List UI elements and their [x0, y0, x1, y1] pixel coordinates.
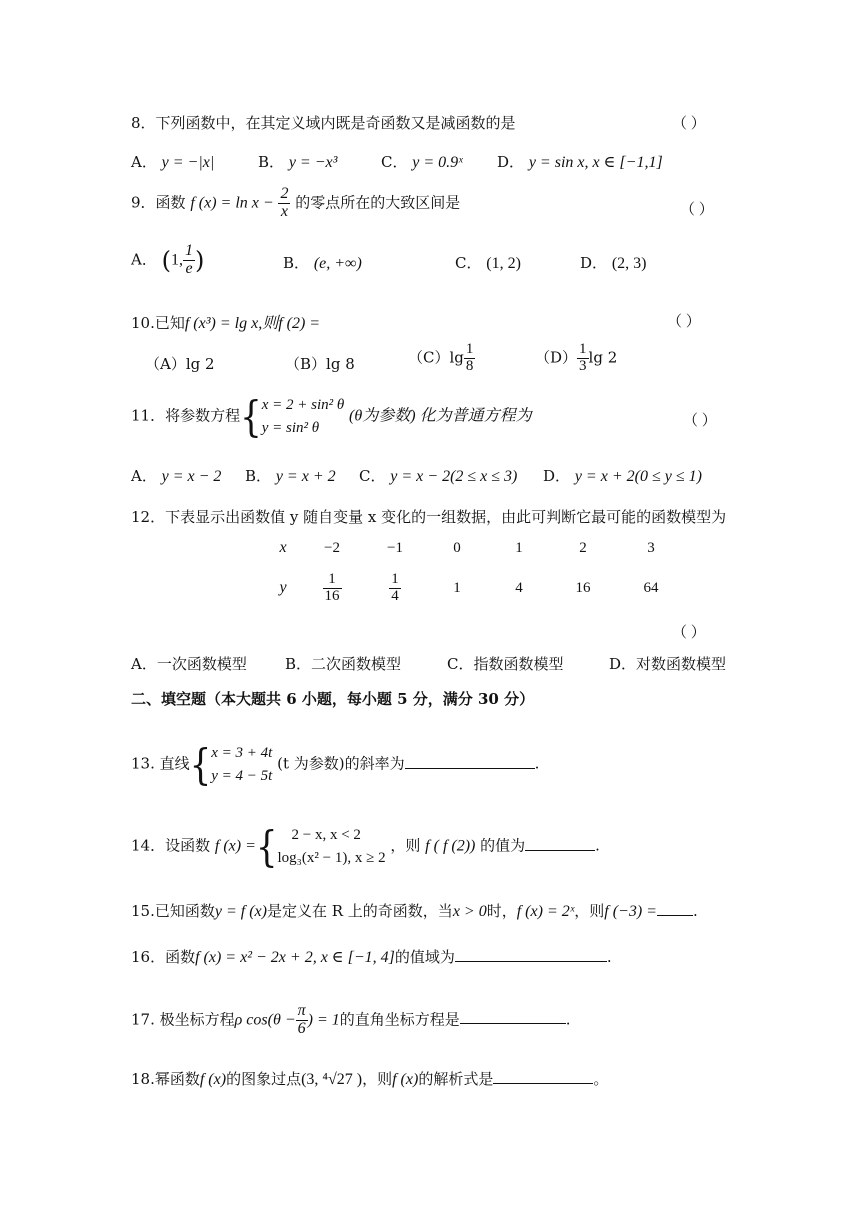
- q12-data-table: [266, 528, 686, 608]
- table-cell: −1: [387, 539, 403, 556]
- q8-option-b: B． y = −x³: [258, 153, 338, 171]
- table-cell: $\frac{1}{16}$: [324, 570, 340, 604]
- q12-option-b: B．二次函数模型: [285, 655, 402, 673]
- q10-option-d: （D） $\frac{1}{3}$ lg 2: [535, 341, 618, 374]
- q11-stem: 11．将参数方程{ x = 2 + sin² θ y = sin² θ (θ为参数) 化为普通方程为: [131, 391, 532, 442]
- q9-option-d: D． (2, 3): [580, 254, 647, 272]
- q18-stem: 18.幂函数f (x)的图象过点(3, ⁴√27 )，则f (x)的解析式是 。: [131, 1070, 609, 1088]
- q11-option-b: B． y = x + 2: [245, 467, 336, 485]
- q9-option-c: C． (1, 2): [455, 254, 521, 272]
- q17-stem: 17. 极坐标方程ρ cos(θ − $\frac{\pi}{6}$ ) = 1的直角坐标方程是 .: [131, 1002, 571, 1037]
- table-cell: 1: [515, 539, 523, 556]
- q18-answer-blank[interactable]: [493, 1083, 593, 1084]
- table-cell: 16: [575, 579, 591, 596]
- q10-option-b: （B）lg 8: [285, 355, 355, 373]
- q10-option-a: （A）lg 2: [145, 355, 215, 373]
- q9-option-b: B． (e, +∞): [283, 254, 362, 272]
- q12-option-c: C．指数函数模型: [447, 655, 564, 673]
- q8-stem: 8．下列函数中，在其定义域内既是奇函数又是减函数的是: [131, 114, 516, 132]
- q10-option-c: （C）lg $\frac{1}{8}$: [408, 341, 474, 374]
- q14-answer-blank[interactable]: [525, 850, 595, 851]
- q11-option-c: C． y = x − 2(2 ≤ x ≤ 3): [359, 467, 518, 485]
- q15-answer-blank[interactable]: [657, 915, 693, 916]
- q8-answer-paren: （ ）: [672, 116, 706, 132]
- table-cell: 1: [453, 579, 461, 596]
- q8-option-d: D． y = sin x, x ∈ [−1,1]: [497, 153, 663, 171]
- q15-stem: 15.已知函数y = f (x)是定义在 R 上的奇函数，当x > 0时，f (x) = 2ˣ，则f (−3) = .: [131, 902, 698, 920]
- table-cell: 2: [579, 539, 587, 556]
- q11-answer-paren: （ ）: [683, 413, 717, 429]
- q12-option-d: D．对数函数模型: [609, 655, 727, 673]
- q11-option-a: A． y = x − 2: [131, 467, 222, 485]
- q10-stem: 10.已知f (x³) = lg x,则f (2) =: [131, 314, 321, 332]
- table-cell: 64: [643, 579, 659, 596]
- q8-option-c: C． y = 0.9ˣ: [381, 153, 463, 171]
- q17-answer-blank[interactable]: [460, 1023, 566, 1024]
- q12-answer-paren: （ ）: [672, 625, 706, 641]
- table-cell: −2: [324, 539, 340, 556]
- q11-system: x = 2 + sin² θ y = sin² θ: [261, 397, 345, 436]
- q16-answer-blank[interactable]: [455, 961, 607, 962]
- table-row: [266, 528, 686, 568]
- q14-stem: 14．设函数 f (x) ={ 2 − x, x < 2 log₃(x² − 1), x ≥ 2 ，则 f ( f (2)) 的值为 .: [131, 821, 600, 872]
- q13-answer-blank[interactable]: [405, 768, 535, 769]
- q9-fraction: $\frac{2}{x}$: [280, 185, 289, 220]
- q10-answer-paren: （ ）: [667, 314, 701, 330]
- table-row: [266, 568, 686, 608]
- section-heading: 二、填空题（本大题共 6 小题，每小题 5 分，满分 30 分）: [131, 690, 535, 708]
- table-cell: 3: [647, 539, 655, 556]
- q8-option-a: A． y = −|x|: [131, 153, 215, 171]
- q9-option-a: A． (1, $\frac{1}{e}$ ): [131, 242, 205, 277]
- q16-stem: 16．函数f (x) = x² − 2x + 2, x ∈ [−1, 4]的值域为 .: [131, 948, 612, 966]
- q12-option-a: A．一次函数模型: [131, 655, 247, 673]
- q11-option-d: D． y = x + 2(0 ≤ y ≤ 1): [543, 467, 702, 485]
- q9-answer-paren: （ ）: [680, 202, 714, 218]
- q13-stem: 13. 直线{ x = 3 + 4t y = 4 − 5t (t 为参数)的斜率为 .: [131, 739, 540, 790]
- table-y-label: y: [279, 579, 287, 596]
- table-cell: $\frac{1}{4}$: [391, 570, 399, 604]
- q12-stem: 12．下表显示出函数值 y 随自变量 x 变化的一组数据，由此可判断它最可能的函数模型为: [131, 508, 727, 526]
- table-x-label: x: [279, 539, 287, 556]
- table-cell: 4: [515, 579, 523, 596]
- table-cell: 0: [453, 539, 461, 556]
- q9-stem: 9．函数 f (x) = ln x − $\frac{2}{x}$ 的零点所在的大致区间是: [131, 185, 461, 220]
